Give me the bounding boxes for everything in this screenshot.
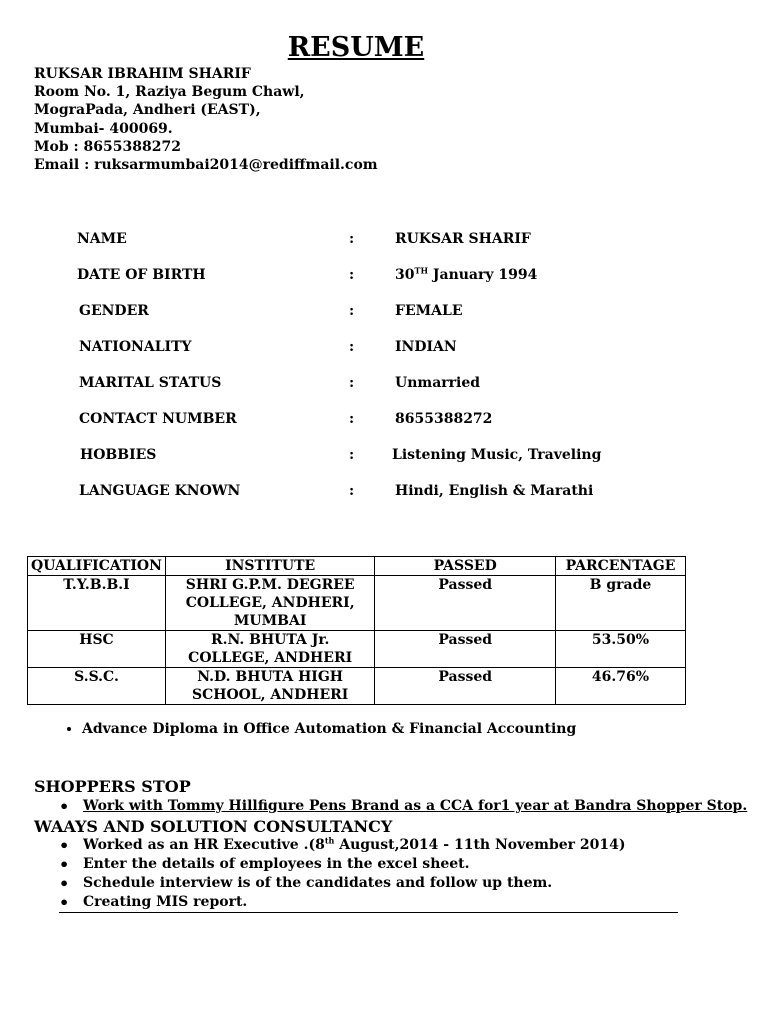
address-line-2: MograPada, Andheri (EAST),: [34, 102, 261, 119]
resume-title: RESUME: [287, 32, 425, 63]
table-row: [28, 576, 686, 631]
colon: :: [349, 339, 355, 355]
label-marital: MARITAL STATUS: [79, 375, 222, 391]
shoppers-stop-list: [59, 797, 747, 816]
personal-row-contact: [0, 411, 768, 431]
label-languages: LANGUAGE KNOWN: [79, 483, 241, 499]
value-languages: Hindi, English & Marathi: [395, 483, 594, 499]
shoppers-stop-heading: SHOPPERS STOP: [34, 777, 191, 796]
value-name: RUKSAR SHARIF: [395, 231, 531, 247]
cell-institute: N.D. BHUTA HIGH SCHOOL, ANDHERI: [165, 668, 374, 705]
header-institute: INSTITUTE: [165, 557, 374, 576]
diploma-list: [40, 721, 576, 737]
diploma-item: • Advance Diploma in Office Automation & Financial Accounting: [82, 721, 576, 737]
value-gender: FEMALE: [395, 303, 463, 319]
list-item: [59, 797, 747, 816]
email-address: Email : ruksarmumbai2014@rediffmail.com: [34, 157, 378, 174]
dob-day: 30: [395, 267, 415, 283]
bottom-rule: [59, 912, 678, 913]
colon: :: [349, 483, 355, 499]
table-row: [28, 631, 686, 668]
dob-rest: January 1994: [428, 267, 538, 283]
value-contact: 8655388272: [395, 411, 493, 427]
cell-percentage: B grade: [556, 576, 686, 631]
label-name: NAME: [77, 231, 127, 247]
label-gender: GENDER: [79, 303, 149, 319]
education-table: [27, 556, 686, 705]
personal-row-nationality: [0, 339, 768, 359]
colon: :: [349, 447, 355, 463]
dob-suffix: TH: [414, 265, 428, 276]
address-block: [34, 65, 378, 174]
address-line-1: Room No. 1, Raziya Begum Chawl,: [34, 84, 305, 101]
waays-item-1-end: August,2014 - 11th November 2014): [334, 837, 626, 853]
personal-row-marital: [0, 375, 768, 395]
colon: :: [349, 375, 355, 391]
table-header-row: [28, 557, 686, 576]
colon: :: [349, 231, 355, 247]
list-item: • Creating MIS report.: [59, 893, 626, 912]
shoppers-stop-item: Work with Tommy Hillfigure Pens Brand as a CCA for1 year at Bandra Shopper Stop.: [83, 798, 748, 814]
personal-row-name: [0, 231, 768, 251]
address-line-3: Mumbai- 400069.: [34, 120, 173, 137]
label-dob: DATE OF BIRTH: [77, 267, 206, 283]
label-nationality: NATIONALITY: [79, 339, 192, 355]
cell-institute: R.N. BHUTA Jr. COLLEGE, ANDHERI: [165, 631, 374, 668]
ordinal-suffix: th: [324, 835, 335, 846]
cell-institute: SHRI G.P.M. DEGREE COLLEGE, ANDHERI, MUMBAI: [165, 576, 374, 631]
cell-percentage: 46.76%: [556, 668, 686, 705]
cell-passed: Passed: [375, 631, 556, 668]
value-hobbies: Listening Music, Traveling: [392, 447, 602, 463]
list-item: • Schedule interview is of the candidates and follow up them.: [59, 874, 626, 893]
header-qualification: QUALIFICATION: [28, 557, 166, 576]
waays-heading: WAAYS AND SOLUTION CONSULTANCY: [34, 817, 393, 836]
waays-item-1-start: Worked as an HR Executive .(8: [83, 837, 325, 853]
waays-list: [59, 836, 626, 912]
colon: :: [349, 303, 355, 319]
value-nationality: INDIAN: [395, 339, 457, 355]
list-item: • Enter the details of employees in the excel sheet.: [59, 855, 626, 874]
label-contact: CONTACT NUMBER: [79, 411, 237, 427]
colon: :: [349, 411, 355, 427]
cell-passed: Passed: [375, 668, 556, 705]
personal-row-hobbies: [0, 447, 768, 467]
list-item: [59, 836, 626, 855]
value-dob: [395, 267, 537, 283]
colon: :: [349, 267, 355, 283]
cell-qualification: HSC: [28, 631, 166, 668]
personal-row-gender: [0, 303, 768, 323]
cell-percentage: 53.50%: [556, 631, 686, 668]
header-passed: PASSED: [375, 557, 556, 576]
table-row: [28, 668, 686, 705]
applicant-name: RUKSAR IBRAHIM SHARIF: [34, 66, 251, 82]
personal-row-dob: [0, 267, 768, 287]
value-marital: Unmarried: [395, 375, 481, 391]
label-hobbies: HOBBIES: [80, 447, 157, 463]
header-percentage: PARCENTAGE: [556, 557, 686, 576]
cell-qualification: S.S.C.: [28, 668, 166, 705]
cell-passed: Passed: [375, 576, 556, 631]
personal-row-languages: [0, 483, 768, 503]
mobile-number: Mob : 8655388272: [34, 138, 181, 155]
cell-qualification: T.Y.B.B.I: [28, 576, 166, 631]
